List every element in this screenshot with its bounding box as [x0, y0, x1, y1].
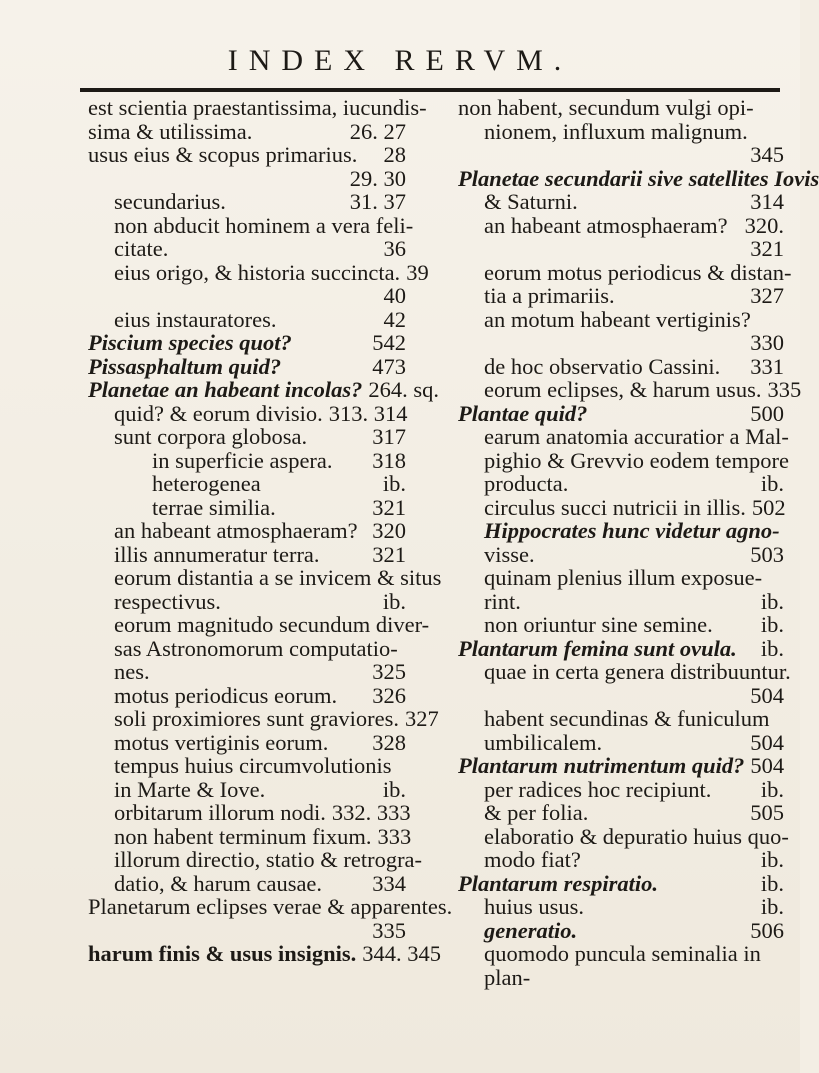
entry-text: eorum distantia a se invicem & situs — [114, 565, 442, 590]
index-entry — [458, 120, 784, 144]
index-entry — [88, 660, 406, 684]
entry-text: non abducit hominem a vera feli- — [114, 212, 414, 238]
entry-text: eius origo, & historia succincta. — [114, 259, 401, 285]
entry-page-ref: 317 — [372, 424, 406, 449]
entry-page-ref: 40 — [383, 283, 406, 308]
index-entry — [88, 377, 440, 402]
entry-text: nionem, influxum malignum. — [484, 118, 748, 144]
index-entry — [88, 941, 441, 966]
entry-page-ref: 42 — [383, 306, 406, 332]
entry-page-ref: 26. 27 — [349, 118, 406, 144]
entry-text: Plantarum femina sunt ovula. — [458, 635, 737, 661]
entry-text: rint. — [484, 588, 521, 614]
entry-text: Plantarum nutrimentum quid? — [458, 753, 745, 778]
index-entry — [88, 637, 406, 661]
entry-text: Piscium species quot? — [88, 330, 292, 355]
entry-page-ref: 31. 37 — [349, 189, 406, 214]
index-entry — [458, 214, 784, 238]
index-entry — [458, 778, 784, 802]
entry-text: umbilicalem. — [484, 729, 603, 755]
entry-text: producta. — [484, 471, 569, 496]
index-entry — [88, 590, 406, 614]
index-entry — [458, 259, 792, 285]
index-entry — [458, 402, 784, 426]
entry-text: illorum directio, statio & retrogra- — [114, 847, 423, 872]
entry-text: Planetarum eclipses verae & apparentes. — [88, 894, 453, 919]
index-entry — [458, 966, 784, 990]
entry-page-ref: ib. — [760, 847, 784, 872]
entry-page-ref: 318 — [372, 447, 406, 473]
entry-text: tia a primariis. — [484, 283, 615, 308]
entry-page-ref: ib. — [382, 471, 406, 496]
entry-page-ref: 505 — [750, 800, 784, 825]
entry-text: eorum eclipses, & harum usus. — [484, 377, 762, 402]
entry-page-ref: 335 — [372, 917, 406, 943]
entry-text: earum anatomia accuratior a Mal- — [484, 424, 789, 449]
entry-page-ref: 320 — [372, 518, 406, 543]
index-entry — [458, 659, 791, 684]
index-entry — [88, 402, 406, 426]
index-entry — [88, 519, 406, 543]
entry-text: & per folia. — [484, 800, 589, 825]
index-entry — [88, 731, 406, 755]
entry-text: Planetae secundarii sive satellites Iovis — [458, 165, 819, 191]
entry-text: motus vertiginis eorum. — [114, 729, 329, 755]
entry-text: in Marte & Iove. — [114, 776, 266, 802]
index-entry — [88, 190, 406, 214]
entry-text: huius usus. — [484, 894, 585, 919]
index-entry — [458, 165, 819, 191]
entry-text: visse. — [484, 541, 535, 567]
entry-text: Plantae quid? — [458, 400, 588, 426]
entry-text: sas Astronomorum computatio- — [114, 635, 398, 661]
index-entry — [458, 543, 784, 567]
index-entry — [458, 284, 784, 308]
entry-text: quid? & eorum divisio. — [114, 400, 323, 426]
entry-text: orbitarum illorum nodi. — [114, 800, 326, 825]
entry-text: datio, & harum causae. — [114, 870, 323, 896]
entry-page-ref: ib. — [382, 776, 406, 802]
entry-page-ref: ib. — [382, 588, 406, 614]
index-entry — [458, 519, 784, 543]
entry-text: citate. — [114, 236, 169, 261]
entry-text: quomodo puncula seminalia in — [484, 941, 761, 966]
entry-page-ref: 331 — [750, 353, 784, 379]
entry-page-ref: 506 — [750, 917, 784, 943]
entry-page-ref: 330 — [750, 330, 784, 355]
index-entry — [88, 847, 423, 872]
index-entry — [458, 377, 802, 402]
entry-text: respectivus. — [114, 588, 221, 614]
index-entry — [88, 355, 406, 379]
index-entry — [88, 778, 406, 802]
index-entry — [88, 120, 406, 144]
right-column — [458, 95, 819, 990]
index-entry — [88, 284, 406, 308]
entry-page-ref: ib. — [760, 635, 784, 661]
index-entry — [458, 424, 789, 449]
index-entry — [458, 754, 784, 778]
index-entry — [88, 449, 406, 473]
entry-page-ref: 333 — [377, 823, 412, 849]
left-column — [88, 95, 453, 966]
index-entry — [458, 331, 784, 355]
entry-page-ref: 327 — [750, 283, 784, 308]
entry-page-ref: 503 — [750, 541, 784, 567]
index-entry — [88, 684, 406, 708]
index-entry — [458, 496, 784, 520]
index-entry — [88, 894, 453, 919]
entry-text: de hoc observatio Cassini. — [484, 353, 721, 379]
entry-text: heterogenea — [152, 471, 261, 496]
entry-text: motus periodicus eorum. — [114, 682, 338, 708]
index-entry — [458, 237, 784, 261]
entry-text: plan- — [484, 964, 531, 990]
entry-text: Planetae an habeant incolas? — [88, 377, 363, 402]
index-entry — [458, 355, 784, 379]
entry-text: per radices hoc recipiunt. — [484, 776, 712, 802]
index-entry — [88, 496, 406, 520]
entry-page-ref: 542 — [372, 330, 406, 355]
entry-page-ref: 314 — [750, 189, 784, 214]
entry-text: non habent, secundum vulgi opi- — [458, 95, 754, 120]
entry-text: sima & utilissima. — [88, 118, 253, 144]
entry-text: harum finis & usus insignis. — [88, 941, 357, 966]
index-entry — [458, 472, 784, 496]
index-entry — [458, 919, 784, 943]
entry-page-ref: 328 — [372, 729, 406, 755]
entry-text: non habent terminum fixum. — [114, 823, 372, 849]
index-entry — [458, 942, 784, 966]
index-entry — [88, 612, 430, 637]
entry-text: est scientia praestantissima, iucundis- — [88, 95, 427, 120]
index-entry — [458, 308, 784, 332]
entry-page-ref: 39 — [406, 259, 429, 285]
entry-text: quae in certa genera distribuuntur. — [484, 659, 791, 684]
index-entry — [458, 872, 784, 896]
index-entry — [458, 566, 784, 590]
entry-text: elaboratio & depuratio huius quo- — [484, 823, 789, 849]
entry-page-ref: 29. 30 — [349, 165, 406, 191]
index-entry — [458, 731, 784, 755]
entry-page-ref: ib. — [760, 870, 784, 896]
entry-text: eius instauratores. — [114, 306, 277, 332]
index-entry — [458, 96, 784, 120]
entry-text: eorum magnitudo secundum diver- — [114, 612, 430, 637]
entry-page-ref: ib. — [760, 612, 784, 637]
entry-page-ref: ib. — [760, 471, 784, 496]
entry-page-ref: ib. — [760, 588, 784, 614]
entry-text: nes. — [114, 659, 150, 684]
index-entry — [458, 895, 784, 919]
index-entry — [88, 919, 406, 943]
entry-page-ref: 473 — [372, 353, 406, 379]
entry-page-ref: 504 — [750, 682, 784, 708]
index-entry — [88, 237, 406, 261]
entry-text: circulus succi nutricii in illis. — [484, 494, 746, 520]
entry-text: non oriuntur sine semine. — [484, 612, 713, 637]
entry-text: Pissasphaltum quid? — [88, 353, 282, 379]
index-entry — [458, 637, 784, 661]
entry-text: habent secundinas & funiculum — [484, 706, 770, 731]
index-entry — [88, 143, 406, 167]
index-entry — [458, 848, 784, 872]
entry-page-ref: 321 — [372, 541, 406, 567]
index-entry — [88, 565, 442, 590]
entry-text: eorum motus periodicus & distan- — [484, 259, 792, 285]
entry-page-ref: 332. 333 — [331, 800, 411, 825]
index-entry — [88, 754, 406, 778]
index-entry — [458, 707, 784, 731]
entry-text: pighio & Grevvio eodem tempore — [484, 447, 789, 473]
entry-page-ref: 327 — [404, 706, 439, 731]
entry-text: in superficie aspera. — [152, 447, 333, 473]
entry-page-ref: ib. — [760, 894, 784, 919]
index-entry — [88, 259, 429, 285]
entry-page-ref: 313. 314 — [328, 400, 408, 426]
entry-text: quinam plenius illum exposue- — [484, 565, 763, 590]
entry-text: Hippocrates hunc videtur agno- — [484, 518, 780, 543]
entry-page-ref: 345 — [750, 142, 784, 167]
index-entry — [88, 872, 406, 896]
entry-page-ref: 321 — [372, 494, 406, 520]
entry-page-ref: 334 — [372, 870, 406, 896]
entry-text: an habeant atmosphaeram? — [484, 212, 728, 238]
entry-page-ref: 28 — [383, 142, 406, 167]
index-entry — [88, 543, 406, 567]
entry-text: soli proximiores sunt graviores. — [114, 706, 399, 731]
index-entry — [88, 823, 412, 849]
page-header: INDEX RERVM. — [227, 44, 573, 77]
entry-page-ref: 344. 345 — [362, 941, 441, 966]
entry-page-ref: 321 — [750, 236, 784, 261]
index-entry — [458, 823, 789, 849]
entry-page-ref: 335 — [767, 377, 802, 402]
entry-page-ref: 325 — [372, 659, 406, 684]
entry-text: usus eius & scopus primarius. — [88, 142, 358, 167]
entry-text: sunt corpora globosa. — [114, 424, 308, 449]
entry-page-ref: 502 — [751, 494, 786, 520]
index-entry — [88, 308, 406, 332]
index-entry — [88, 800, 411, 825]
entry-page-ref: 504 — [750, 753, 785, 778]
entry-text: terrae similia. — [152, 494, 276, 520]
index-entry — [458, 190, 784, 214]
index-entry — [88, 425, 406, 449]
entry-text: & Saturni. — [484, 189, 578, 214]
entry-text: illis annumeratur terra. — [114, 541, 320, 567]
entry-page-ref: 264. sq. — [368, 377, 440, 402]
entry-text: secundarius. — [114, 189, 226, 214]
index-entry — [88, 167, 406, 191]
entry-text: an habeant atmosphaeram? — [114, 518, 358, 543]
entry-text: generatio. — [484, 917, 578, 943]
entry-page-ref: 504 — [750, 729, 784, 755]
entry-page-ref: 320. — [744, 212, 784, 238]
entry-text: tempus huius circumvolutionis — [114, 753, 392, 778]
header-rule — [80, 88, 780, 92]
index-entry — [88, 472, 406, 496]
entry-text: Plantarum respiratio. — [458, 870, 659, 896]
index-entry — [458, 801, 784, 825]
index-entry — [88, 212, 414, 238]
index-entry — [88, 706, 439, 731]
index-entry — [458, 143, 784, 167]
entry-page-ref: 36 — [383, 236, 406, 261]
index-entry — [458, 613, 784, 637]
index-entry — [458, 590, 784, 614]
index-entry — [458, 447, 789, 473]
index-entry — [458, 684, 784, 708]
entry-text: modo fiat? — [484, 847, 581, 872]
index-entry — [88, 331, 406, 355]
entry-page-ref: 326 — [372, 682, 406, 708]
entry-text: an motum habeant vertiginis? — [484, 306, 751, 332]
entry-page-ref: 500 — [750, 400, 784, 426]
entry-page-ref: ib. — [760, 776, 784, 802]
index-entry — [88, 95, 427, 120]
